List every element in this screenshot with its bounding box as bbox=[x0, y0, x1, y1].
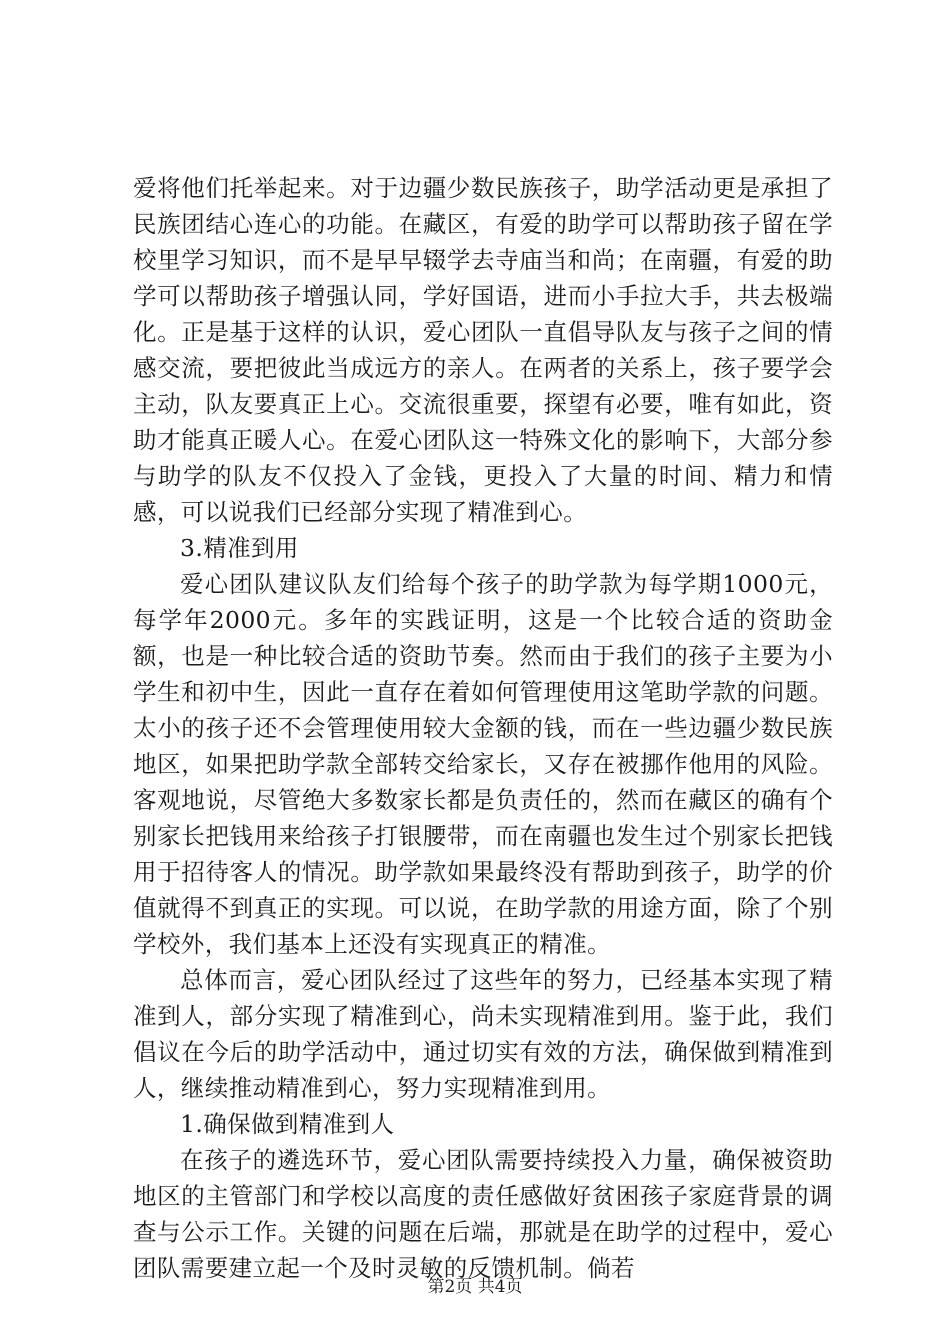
paragraph-selection: 在孩子的遴选环节，爱心团队需要持续投入力量，确保被资助地区的主管部门和学校以高度的责任感做好贫困孩子家庭背景的调查与公示工作。关键的问题在后端，那就是在助学的过程中，爱心团队需要建立起一个及时灵敏的反馈机制。倘若 bbox=[133, 1146, 833, 1282]
paragraph-continued: 爱将他们托举起来。对于边疆少数民族孩子，助学活动更是承担了民族团结心连心的功能。在藏区，有爱的助学可以帮助孩子留在学校里学习知识，而不是早早辍学去寺庙当和尚；在南疆，有爱的助学可以帮助孩子增强认同，学好国语，进而小手拉大手，共去极端化。正是基于这样的认识，爱心团队一直倡导队友与孩子之间的情感交流，要把彼此当成远方的亲人。在两者的关系上，孩子要学会主动，队友要真正上心。交流很重要，探望有必要，唯有如此，资助才能真正暖人心。在爱心团队这一特殊文化的影响下，大部分参与助学的队友不仅投入了金钱，更投入了大量的时间、精力和情感，可以说我们已经部分实现了精准到心。 bbox=[133, 174, 833, 526]
section-heading-1: 1.确保做到精准到人 bbox=[180, 1110, 395, 1138]
page-footer: 第2页 共4页 bbox=[427, 1277, 523, 1297]
paragraph-summary: 总体而言，爱心团队经过了这些年的努力，已经基本实现了精准到人，部分实现了精准到心，尚未实现精准到用。鉴于此，我们倡议在今后的助学活动中，通过切实有效的方法，确保做到精准到人，继续推动精准到心，努力实现精准到用。 bbox=[133, 966, 833, 1102]
paragraph-funding-usage: 爱心团队建议队友们给每个孩子的助学款为每学期1000元，每学年2000元。多年的实践证明，这是一个比较合适的资助金额，也是一种比较合适的资助节奏。然而由于我们的孩子主要为小学生和初中生，因此一直存在着如何管理使用这笔助学款的问题。太小的孩子还不会管理使用较大金额的钱，而在一些边疆少数民族地区，如果把助学款全部转交给家长，又存在被挪作他用的风险。客观地说，尽管绝大多数家长都是负责任的，然而在藏区的确有个别家长把钱用来给孩子打银腰带，而在南疆也发生过个别家长把钱用于招待客人的情况。助学款如果最终没有帮助到孩子，助学的价值就得不到真正的实现。可以说，在助学款的用途方面，除了个别学校外，我们基本上还没有实现真正的精准。 bbox=[133, 570, 833, 958]
section-heading-3: 3.精准到用 bbox=[180, 534, 299, 562]
document-body bbox=[133, 170, 833, 1286]
